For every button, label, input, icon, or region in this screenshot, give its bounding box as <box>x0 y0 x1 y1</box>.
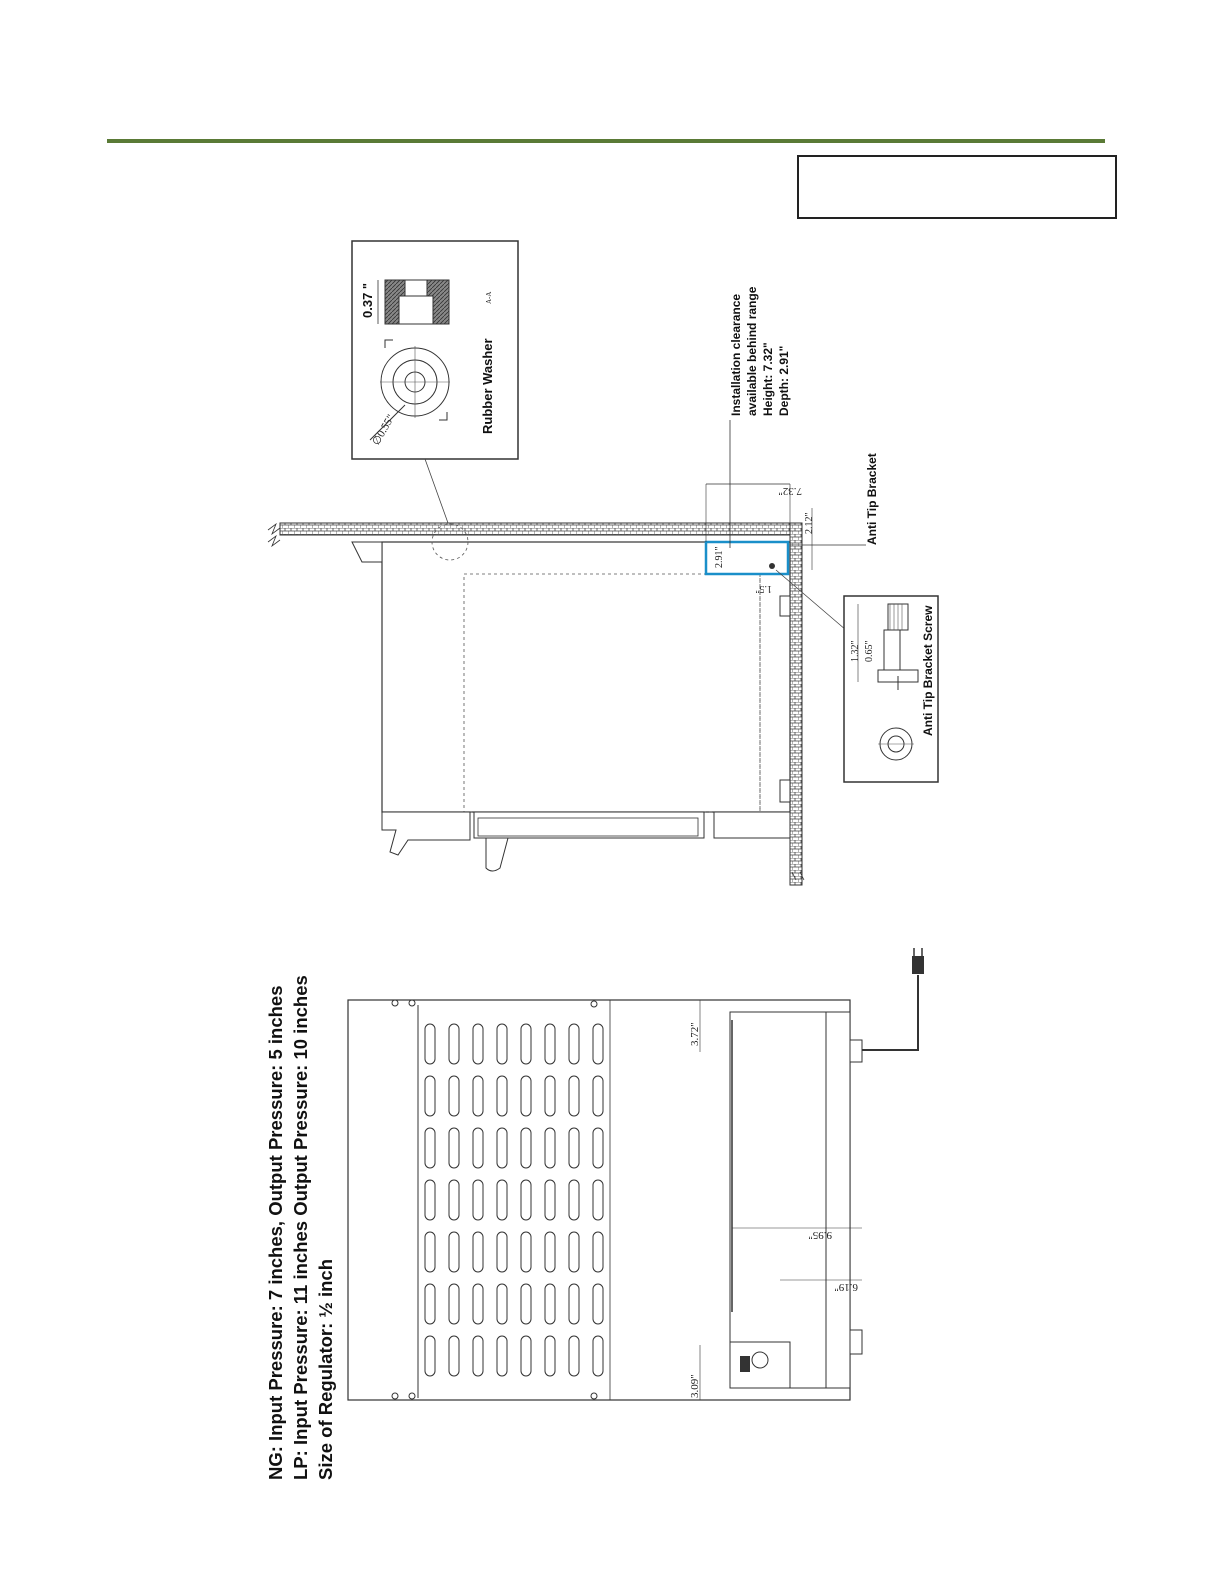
gas-notes <box>265 975 336 1480</box>
vent-slot <box>449 1232 459 1272</box>
vent-slot <box>425 1232 435 1272</box>
rear-dim-small: 6.19" <box>834 1281 858 1293</box>
vent-slot <box>545 1128 555 1168</box>
rubber-washer-detail <box>352 241 518 523</box>
vent-slot <box>449 1076 459 1116</box>
vent-slot <box>497 1024 507 1064</box>
vent-slot <box>569 1128 579 1168</box>
vent-slot <box>425 1284 435 1324</box>
gas-note-ng: NG: Input Pressure: 7 inches, Output Pressure: 5 inches <box>265 985 286 1480</box>
rear-dim-top: 3.72" <box>689 1022 701 1046</box>
vent-slot <box>497 1232 507 1272</box>
vent-slot <box>545 1336 555 1376</box>
vent-slot <box>593 1076 603 1116</box>
vent-slot <box>521 1024 531 1064</box>
vent-slot <box>545 1180 555 1220</box>
vent-slot <box>569 1024 579 1064</box>
vent-slot <box>473 1024 483 1064</box>
side-dim-height: 7.32" <box>778 485 802 497</box>
vent-slot <box>593 1024 603 1064</box>
side-dim-depth: 2.91" <box>714 546 725 568</box>
vent-slot <box>497 1076 507 1116</box>
vent-slot <box>425 1024 435 1064</box>
washer-leader-line <box>425 459 448 523</box>
gas-note-regulator: Size of Regulator: ½ inch <box>315 1259 336 1480</box>
vent-slot <box>425 1076 435 1116</box>
rubber-washer-title: Rubber Washer <box>480 338 495 434</box>
anti-tip-bracket-label: Anti Tip Bracket <box>865 453 879 545</box>
vent-slot <box>521 1232 531 1272</box>
washer-section-view <box>378 280 449 324</box>
vent-slot <box>425 1336 435 1376</box>
vent-slot <box>521 1180 531 1220</box>
vent-slot <box>449 1336 459 1376</box>
screw-title: Anti Tip Bracket Screw <box>921 605 935 736</box>
screw-dim-short: 0.65" <box>864 640 875 662</box>
vent-slot <box>449 1024 459 1064</box>
vent-slot <box>593 1128 603 1168</box>
vent-slot <box>473 1232 483 1272</box>
vent-slot <box>569 1284 579 1324</box>
vent-slot <box>449 1180 459 1220</box>
side-dim-bracket: 2.12" <box>804 512 815 534</box>
vent-slot <box>569 1232 579 1272</box>
clearance-note-line3: Height: 7.32" <box>761 342 775 416</box>
floor <box>790 523 802 885</box>
vent-slot <box>497 1336 507 1376</box>
vent-slot <box>473 1128 483 1168</box>
clearance-note-line2: available behind range <box>745 286 759 416</box>
vent-slot <box>497 1180 507 1220</box>
wall <box>280 523 800 535</box>
vent-slot <box>545 1232 555 1272</box>
washer-height-dim: 0.37 " <box>360 282 375 318</box>
gas-note-lp: LP: Input Pressure: 11 inches Output Pressure: 10 inches <box>290 975 311 1480</box>
vent-slot <box>521 1336 531 1376</box>
vent-slot <box>593 1180 603 1220</box>
vent-slot <box>473 1180 483 1220</box>
vent-slot <box>497 1128 507 1168</box>
washer-diameter-dim: ∅0.55" <box>370 412 398 448</box>
vent-slot <box>545 1284 555 1324</box>
vent-slot <box>593 1284 603 1324</box>
range-rear-view <box>348 948 924 1400</box>
vent-slot <box>593 1232 603 1272</box>
vent-slot <box>473 1284 483 1324</box>
anti-tip-screw-detail <box>844 596 938 782</box>
vent-slot <box>449 1128 459 1168</box>
vent-slot <box>473 1336 483 1376</box>
vent-slot <box>473 1076 483 1116</box>
vent-slot <box>425 1128 435 1168</box>
vent-slot <box>449 1284 459 1324</box>
washer-section-tag: A-A <box>485 291 493 304</box>
clearance-note-line4: Depth: 2.91" <box>777 345 791 416</box>
vent-slot <box>545 1024 555 1064</box>
side-dim-offset: 1.5" <box>755 583 772 594</box>
range-body <box>382 542 790 812</box>
vent-slot <box>425 1180 435 1220</box>
rear-dim-mid: 9.95" <box>808 1229 832 1241</box>
vent-slot <box>497 1284 507 1324</box>
vent-slot <box>521 1076 531 1116</box>
vent-slot <box>521 1284 531 1324</box>
vent-slot <box>569 1076 579 1116</box>
clearance-note-line1: Installation clearance <box>729 293 743 416</box>
rear-dim-bottom: 3.09" <box>689 1374 701 1398</box>
vent-slot <box>545 1076 555 1116</box>
vent-slot <box>569 1336 579 1376</box>
vent-slot <box>569 1180 579 1220</box>
screw-dim-long: 1.32" <box>850 640 861 662</box>
vent-slot <box>593 1336 603 1376</box>
vent-slot <box>521 1128 531 1168</box>
